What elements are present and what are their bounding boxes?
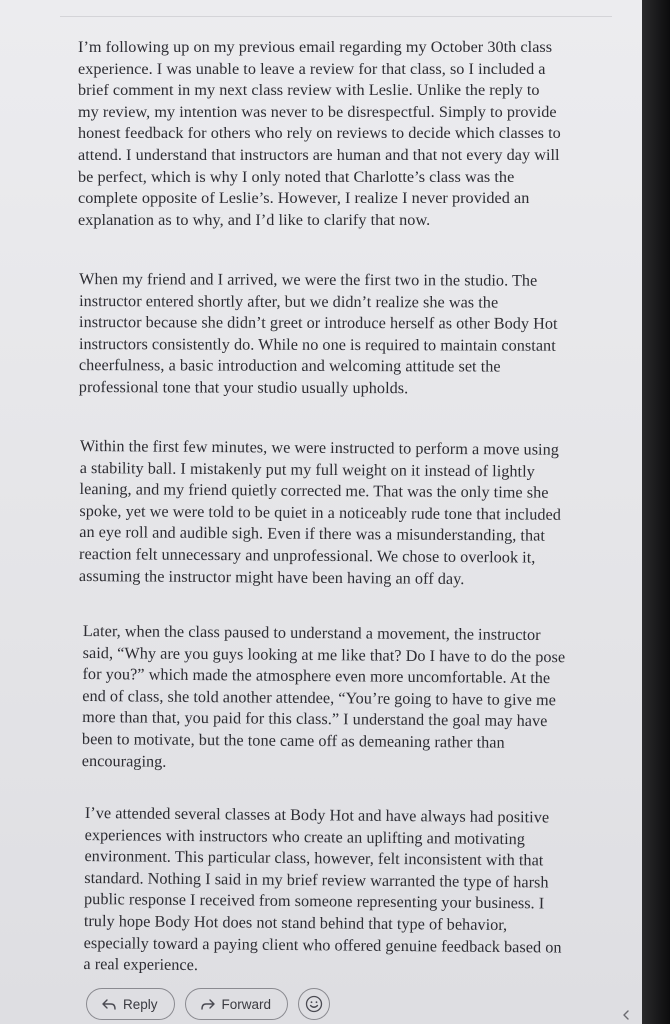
smiley-icon (305, 995, 323, 1013)
forward-button[interactable] (185, 988, 289, 1020)
header-divider (60, 16, 612, 17)
email-paragraph-1: I’m following up on my previous email regarding my October 30th class experience. I was unable to leave a review for that class, so I included a brief comment in my next class review with Leslie. Unlike the reply to my review, my intention was never to be disrespectful. Simply to provide honest feedback for others who rely on reviews to decide which classes to attend. I understand that instructors are human and that not every day will be perfect, which is why I only noted that Charlotte’s class was the complete opposite of Leslie’s. However, I realize I never provided an explanation as to why, and I’d like to clarify that now. (78, 38, 561, 229)
reply-label: Reply (123, 996, 158, 1012)
email-paragraph-5: I’ve attended several classes at Body Hot and have always had positive experiences with instructors who create an uplifting and motivating environment. This particular class, however, felt inconsistent with that standard. Nothing I said in my brief review warranted the type of harsh public response I received from someone representing your business. I truly hope Body Hot does not stand behind that type of behavior, especially toward a paying client who offered genuine feedback based on a real experience. (83, 803, 562, 975)
email-paragraph-2: When my friend and I arrived, we were the first two in the studio. The instructor entered shortly after, but we didn’t realize she was the instructor because she didn’t greet or introduce herself as other Body Hot instructors consistently do. While no one is required to maintain constant cheerfulness, a basic introduction and welcoming attitude set the professional tone that your studio usually upholds. (78, 270, 558, 398)
chevron-left-icon[interactable] (620, 1008, 632, 1022)
reply-button[interactable] (86, 988, 175, 1020)
forward-label: Forward (221, 996, 272, 1012)
emoji-reaction-button[interactable] (298, 988, 330, 1020)
device-bezel (642, 0, 670, 1024)
reply-arrow-icon (101, 997, 117, 1011)
email-paragraph-4: Later, when the class paused to understand a movement, the instructor said, “Why are you guys looking at me like that? Do I have to do the pose for you?” which made the atmosphere even more uncomfortable. At the end of class, she told another attendee, “You’re going to have to give me more than that, you paid for this class.” I understand the goal may have been to motivate, but the tone came off as demeaning rather than encouraging. (81, 621, 566, 771)
message-actions (86, 988, 330, 1020)
forward-arrow-icon (200, 997, 216, 1011)
email-paragraph-3: Within the first few minutes, we were instructed to perform a move using a stability ball. I mistakenly put my full weight on it instead of lightly leaning, and my friend quietly corrected me. That was the only time she spoke, yet we were told to be quiet in a noticeably rude tone that included an eye roll and audible sigh. Even if there was a misunderstanding, that reaction felt unnecessary and unprofessional. We chose to overlook it, assuming the instructor might have been having an off day. (78, 436, 562, 588)
